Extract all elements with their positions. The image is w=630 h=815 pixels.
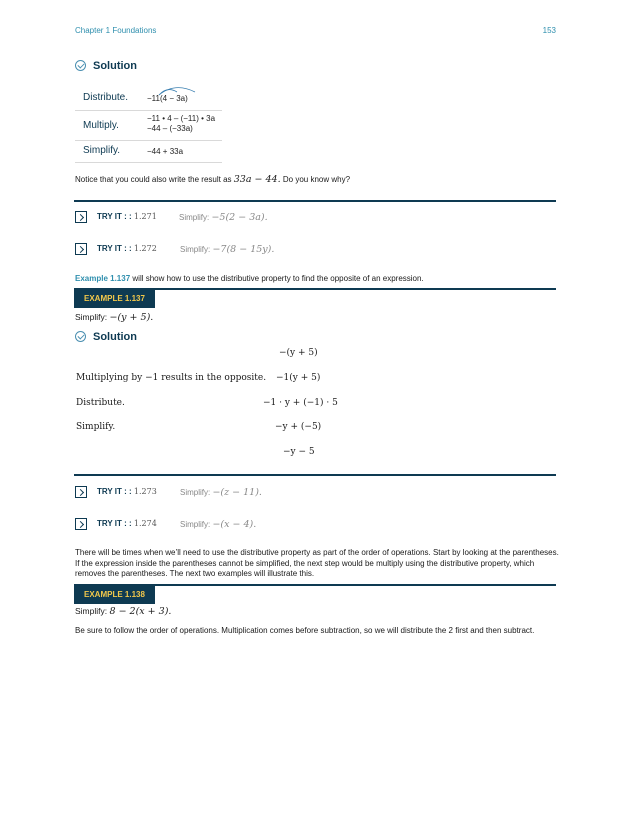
- chevron-right-icon[interactable]: [75, 243, 87, 255]
- try-it-1273: TRY IT : : 1.273 Simplify: −(z − 11).: [75, 486, 375, 500]
- step-label: Multiplying by −1 results in the opposite.: [76, 373, 267, 383]
- example-header: [74, 288, 556, 310]
- example-link[interactable]: Example 1.137: [75, 274, 131, 283]
- check-circle-icon: [75, 331, 86, 342]
- chevron-right-icon[interactable]: [75, 486, 87, 498]
- page-number: 153: [542, 26, 556, 35]
- step-expression: −y + (−5): [275, 422, 322, 432]
- step-label: Simplify.: [76, 422, 116, 432]
- chevron-right-icon[interactable]: [75, 211, 87, 223]
- final-paragraph: Be sure to follow the order of operations. Multiplication comes before subtraction, so we will distribute the 2 first and then subtract.: [75, 626, 535, 635]
- order-paragraph: There will be times when we’ll need to use the distributive property as part of the order of operations. Start by looking at the parentheses. If the expression inside the parentheses cannot be simplified, the next step would be multiply using the distributive property, which removes the parentheses. The next two examples will illustrate this.: [75, 548, 559, 578]
- intro-paragraph: Example 1.137 will show how to use the distributive property to find the opposite of an expression.: [75, 274, 424, 283]
- solution-heading: Solution: [75, 60, 137, 72]
- example-statement: Simplify: 8 − 2(x + 3).: [75, 606, 172, 617]
- notice-paragraph: Notice that you could also write the result as 33a − 44. Do you know why?: [75, 174, 351, 185]
- check-circle-icon: [75, 60, 86, 71]
- row-value: −44 + 33a: [147, 147, 184, 156]
- table-row: [75, 110, 222, 141]
- try-it-1272: TRY IT : : 1.272 Simplify: −7(8 − 15y).: [75, 243, 375, 257]
- solution-heading: Solution: [75, 331, 137, 343]
- step-expression: −y − 5: [283, 447, 315, 457]
- row-value: −11(4 − 3a): [147, 94, 188, 103]
- row-value: −11 • 4 – (−11) • 3a: [147, 114, 216, 123]
- example-statement: Simplify: −(y + 5).: [75, 312, 154, 323]
- step-expression: −(y + 5): [279, 348, 318, 358]
- row-label: Simplify.: [83, 145, 121, 156]
- row-label: Multiply.: [83, 120, 119, 131]
- step-expression: −1(y + 5): [276, 373, 321, 383]
- example-label: EXAMPLE 1.138: [74, 586, 155, 604]
- table-row: [75, 140, 222, 163]
- solution-table: [75, 84, 222, 162]
- row-label: Distribute.: [83, 92, 129, 103]
- table-row: [75, 84, 222, 111]
- example-header: [74, 584, 556, 606]
- step-label: Distribute.: [76, 398, 125, 408]
- chapter-title: Chapter 1 Foundations: [75, 26, 157, 35]
- try-it-1271: TRY IT : : 1.271 Simplify: −5(2 − 3a).: [75, 211, 375, 225]
- try-it-1274: TRY IT : : 1.274 Simplify: −(x − 4).: [75, 518, 375, 532]
- divider: [74, 200, 556, 202]
- example-label: EXAMPLE 1.137: [74, 290, 155, 308]
- row-value: −44 – (−33a): [147, 124, 193, 133]
- step-expression: −1 · y + (−1) · 5: [263, 398, 338, 408]
- divider: [74, 474, 556, 476]
- chevron-right-icon[interactable]: [75, 518, 87, 530]
